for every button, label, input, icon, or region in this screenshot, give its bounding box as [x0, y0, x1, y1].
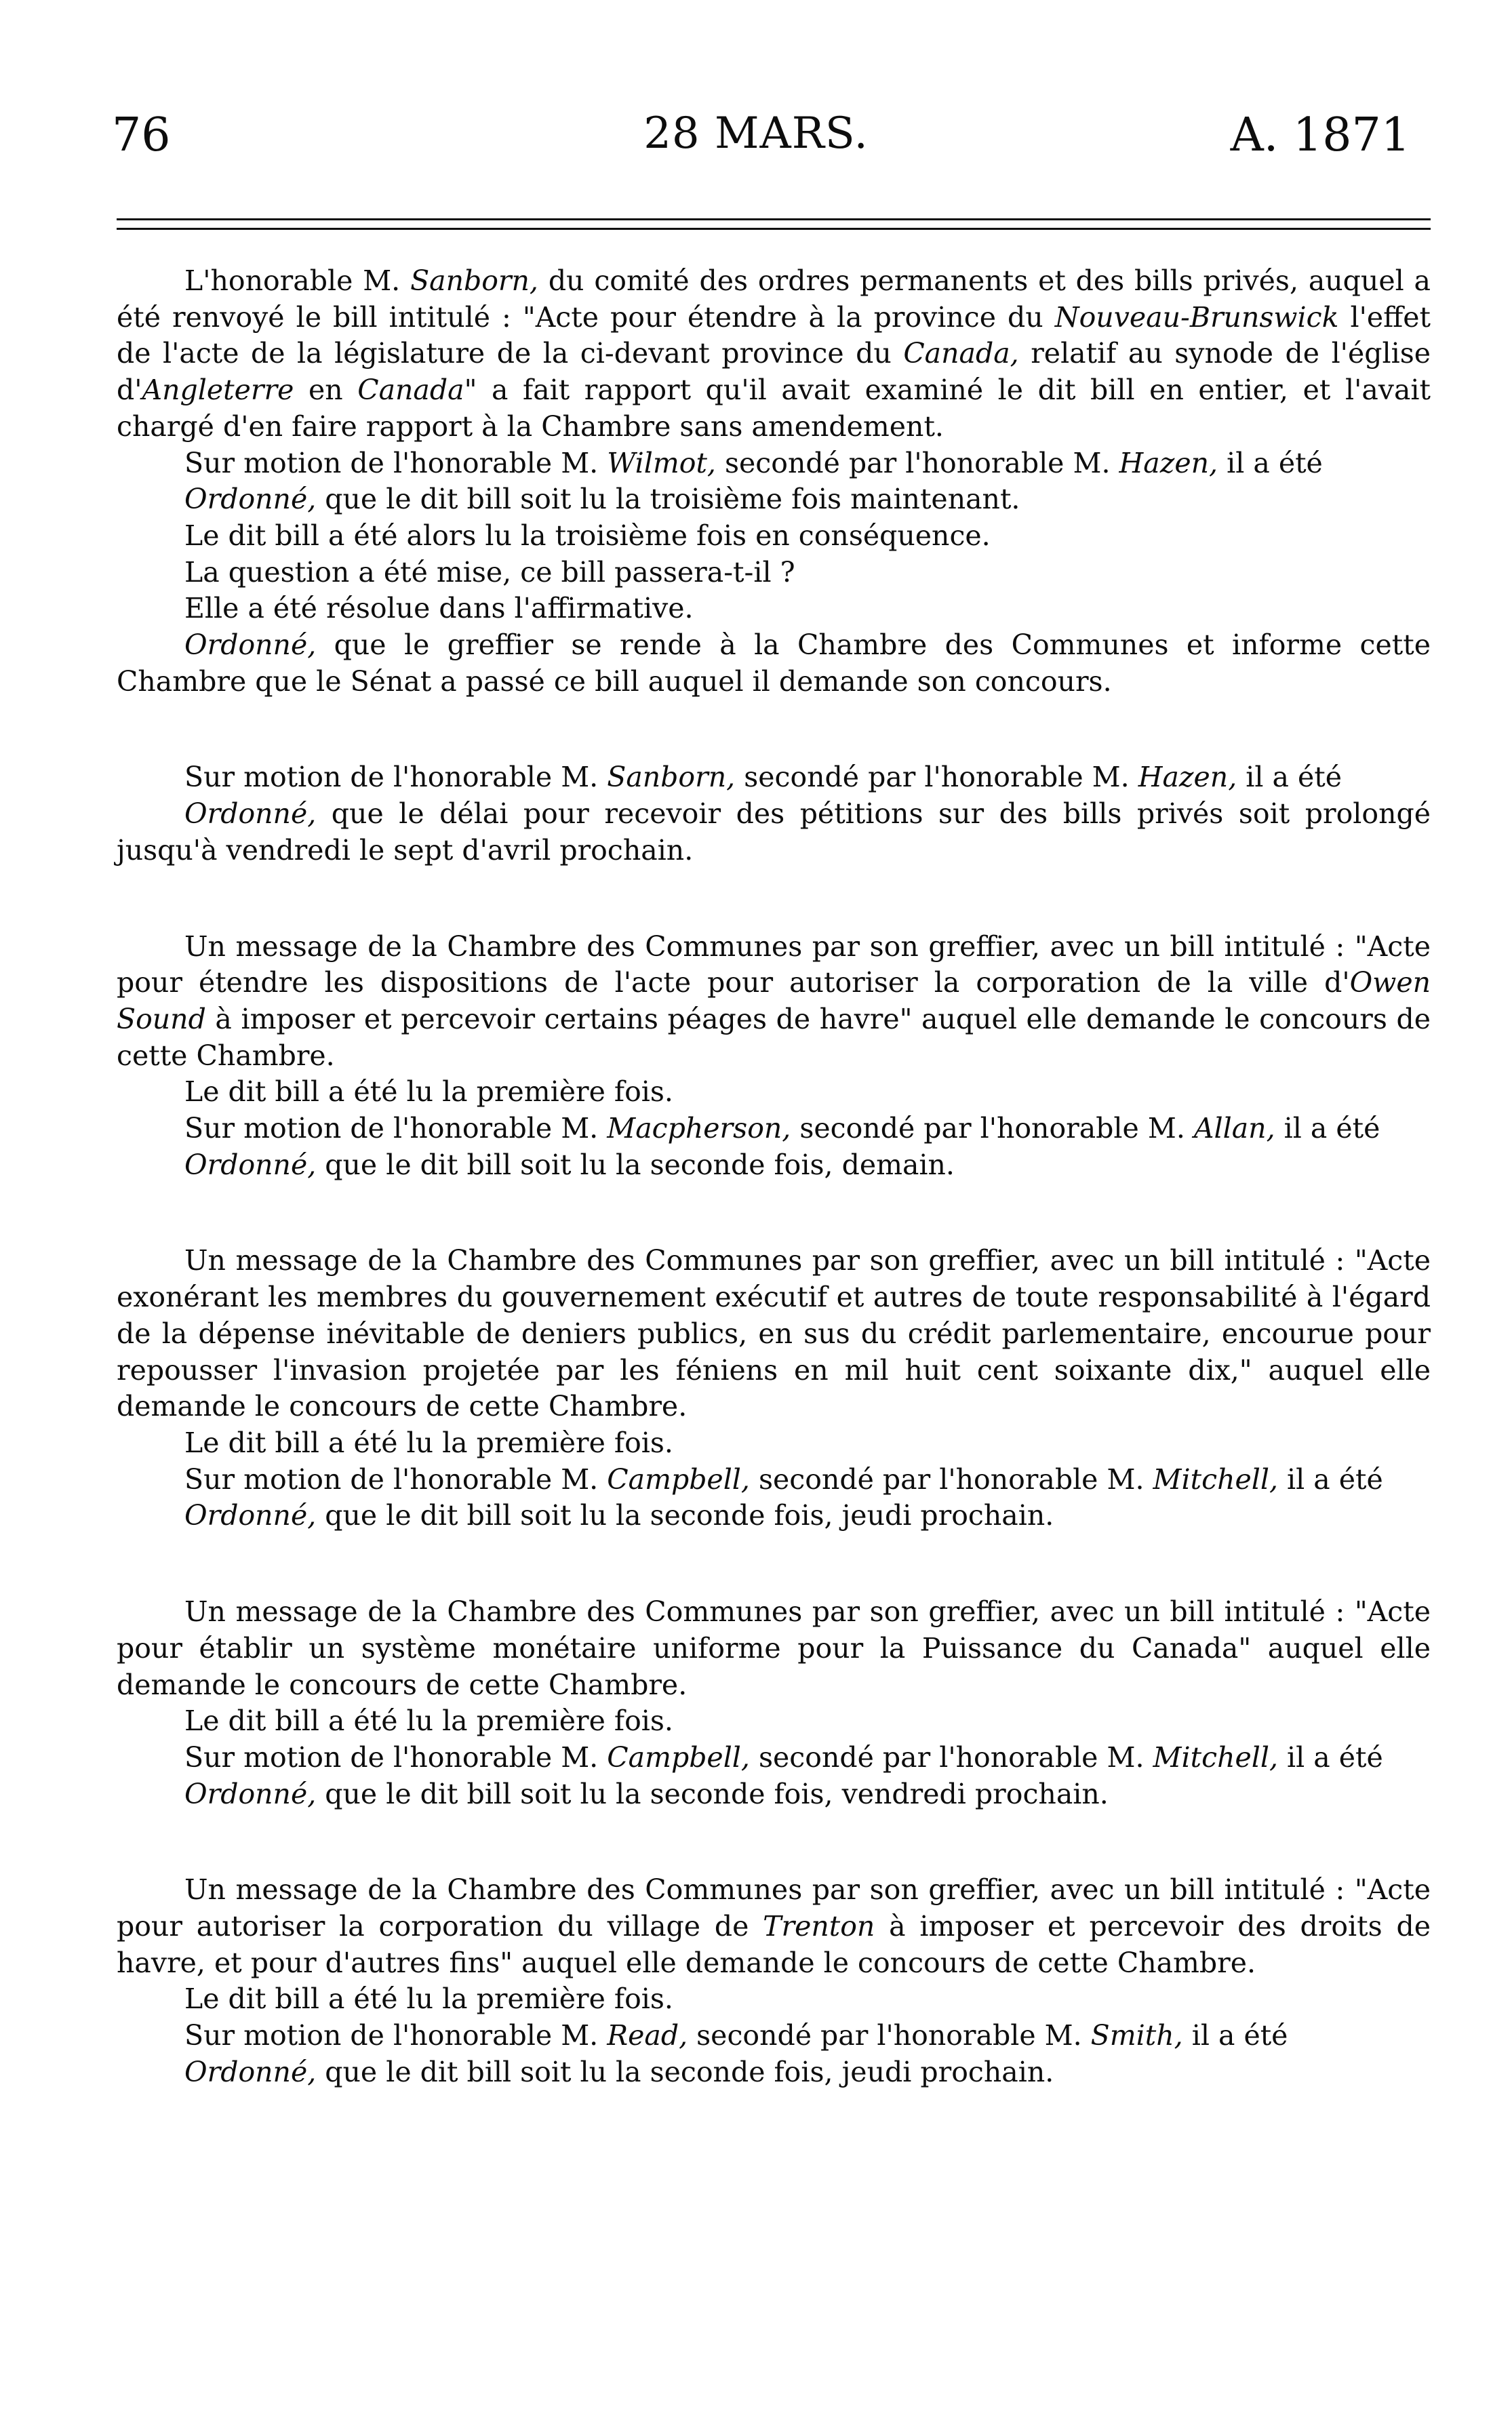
header-rule-top: [117, 218, 1431, 220]
text-run: que le dit bill soit lu la seconde fois, demain.: [316, 1148, 955, 1181]
entry-paragraph: [117, 518, 1431, 555]
italic-text: Ordonné,: [184, 797, 317, 831]
text-run: L'honorable M.: [184, 264, 411, 297]
page-number: 76: [112, 108, 171, 162]
text-run: que le dit bill soit lu la seconde fois, jeudi prochain.: [316, 2055, 1054, 2088]
italic-text: Owen Sound: [117, 966, 1431, 1035]
italic-text: Smith,: [1090, 2019, 1183, 2052]
text-run: que le greffier se rende à la Chambre des Communes et informe cette Chambre que le Sénat a passé ce bill auquel il demande son concours.: [117, 629, 1431, 698]
text-run: Un message de la Chambre des Communes par son greffier, avec un bill intitulé : "Acte pour étendre les dispositions de l'acte pour autoriser la corporation de la ville d': [117, 930, 1431, 999]
italic-text: Ordonné,: [184, 2055, 317, 2088]
journal-entry: [117, 1243, 1431, 1534]
italic-text: Ordonné,: [184, 1777, 317, 1810]
entry-paragraph: [117, 1776, 1431, 1813]
entry-paragraph: [117, 591, 1431, 627]
text-run: secondé par l'honorable M.: [688, 2019, 1091, 2052]
text-run: il a été: [1182, 2019, 1288, 2052]
text-run: il a été: [1275, 1112, 1380, 1145]
text-run: du comité des ordres permanents et des bills privés, auquel a été renvoyé le bill intitulé : "Acte pour étendre à la province du: [117, 264, 1431, 334]
text-run: il a été: [1218, 446, 1323, 479]
text-run: que le dit bill soit lu la seconde fois, vendredi prochain.: [316, 1777, 1109, 1810]
entry-paragraph: [117, 1981, 1431, 2018]
header-rule-bottom: [117, 228, 1431, 230]
text-run: l'effet de l'acte de la législature de la ci-devant province du: [117, 300, 1431, 370]
text-run: il a été: [1278, 1462, 1383, 1496]
text-run: Sur motion de l'honorable M.: [184, 1112, 608, 1145]
text-run: il a été: [1237, 761, 1342, 794]
entry-paragraph: [117, 627, 1431, 700]
text-run: Sur motion de l'honorable M.: [184, 2019, 608, 2052]
text-run: secondé par l'honorable M.: [735, 761, 1138, 794]
entry-paragraph: [117, 555, 1431, 591]
journal-entry: [117, 1594, 1431, 1812]
text-run: que le délai pour recevoir des pétitions sur des bills privés soit prolongé jusqu'à vendredi le sept d'avril prochain.: [117, 797, 1431, 867]
entry-paragraph: [117, 1872, 1431, 1981]
italic-text: Canada,: [903, 337, 1019, 370]
journal-entry: [117, 1872, 1431, 2090]
text-run: secondé par l'honorable M.: [749, 1462, 1153, 1496]
italic-text: Mitchell,: [1153, 1462, 1278, 1496]
entry-paragraph: [117, 1740, 1431, 1776]
italic-text: Sanborn,: [607, 761, 736, 794]
text-run: Le dit bill a été lu la première fois.: [184, 1426, 673, 1459]
entry-paragraph: [117, 263, 1431, 445]
entry-paragraph: [117, 481, 1431, 518]
journal-entry: [117, 759, 1431, 869]
entry-paragraph: [117, 1243, 1431, 1425]
italic-text: Ordonné,: [184, 629, 317, 662]
journal-entry: [117, 263, 1431, 700]
italic-text: Trenton: [763, 1910, 875, 1943]
text-run: que le dit bill soit lu la seconde fois, jeudi prochain.: [316, 1499, 1054, 1532]
entry-paragraph: [117, 1425, 1431, 1462]
entry-paragraph: [117, 1074, 1431, 1111]
text-run: que le dit bill soit lu la troisième fois maintenant.: [316, 483, 1020, 516]
italic-text: Nouveau-Brunswick: [1054, 300, 1339, 334]
text-run: Sur motion de l'honorable M.: [184, 1462, 608, 1496]
entry-paragraph: [117, 1462, 1431, 1498]
italic-text: Mitchell,: [1153, 1740, 1278, 1774]
entry-paragraph: [117, 1111, 1431, 1147]
text-run: Le dit bill a été lu la première fois.: [184, 1705, 673, 1738]
italic-text: Macpherson,: [607, 1112, 791, 1145]
entry-paragraph: [117, 796, 1431, 869]
italic-text: Hazen,: [1119, 446, 1218, 479]
italic-text: Ordonné,: [184, 1499, 317, 1532]
text-run: il a été: [1278, 1740, 1383, 1774]
text-run: Sur motion de l'honorable M.: [184, 761, 608, 794]
page-date-heading: 28 MARS.: [643, 108, 869, 159]
text-run: Un message de la Chambre des Communes par son greffier, avec un bill intitulé : "Acte pour établir un système monétaire uniforme pour la Puissance du Canada" auquel elle demande le concours de cette Chambre.: [117, 1595, 1431, 1701]
text-run: à imposer et percevoir des droits de havre, et pour d'autres fins" auquel elle demande le concours de cette Chambre.: [117, 1910, 1431, 1979]
text-run: secondé par l'honorable M.: [749, 1740, 1153, 1774]
italic-text: Ordonné,: [184, 483, 317, 516]
italic-text: Read,: [607, 2019, 688, 2052]
text-run: Elle a été résolue dans l'affirmative.: [184, 592, 694, 625]
italic-text: Campbell,: [607, 1462, 750, 1496]
italic-text: Angleterre: [142, 374, 294, 407]
text-run: La question a été mise, ce bill passera-t-il ?: [184, 555, 795, 589]
text-run: Un message de la Chambre des Communes par son greffier, avec un bill intitulé : "Acte exonérant les membres du gouvernement exécutif et autres de toute responsabilité à l'égard de la dépense inévitable de deniers publics, en sus du crédit parlementaire, encourue pour repousser l'invasion projetée par les féniens en mil huit cent soixante dix," auquel elle demande le concours de cette Chambre.: [117, 1244, 1431, 1423]
entry-paragraph: [117, 1498, 1431, 1534]
entry-paragraph: [117, 1594, 1431, 1703]
page-year: A. 1871: [1230, 108, 1410, 162]
italic-text: Campbell,: [607, 1740, 750, 1774]
text-run: secondé par l'honorable M.: [715, 446, 1119, 479]
italic-text: Ordonné,: [184, 1148, 317, 1181]
entry-paragraph: [117, 2054, 1431, 2091]
text-run: en: [294, 374, 358, 407]
text-run: Sur motion de l'honorable M.: [184, 446, 608, 479]
entry-paragraph: [117, 759, 1431, 796]
text-run: Le dit bill a été lu la première fois.: [184, 1075, 673, 1109]
text-run: " a fait rapport qu'il avait examiné le dit bill en entier, et l'avait chargé d'en faire rapport à la Chambre sans amendement.: [117, 374, 1431, 443]
italic-text: Sanborn,: [410, 264, 538, 297]
italic-text: Hazen,: [1138, 761, 1237, 794]
text-run: Sur motion de l'honorable M.: [184, 1740, 608, 1774]
entry-paragraph: [117, 445, 1431, 482]
entry-paragraph: [117, 1703, 1431, 1740]
text-run: Le dit bill a été lu la première fois.: [184, 1983, 673, 2016]
italic-text: Wilmot,: [607, 446, 716, 479]
italic-text: Canada: [357, 374, 464, 407]
text-run: Un message de la Chambre des Communes par son greffier, avec un bill intitulé : "Acte pour autoriser la corporation du village de: [117, 1873, 1431, 1943]
entry-paragraph: [117, 1147, 1431, 1184]
italic-text: Allan,: [1193, 1112, 1275, 1145]
journal-entry: [117, 929, 1431, 1184]
text-run: Le dit bill a été alors lu la troisième fois en conséquence.: [184, 519, 991, 552]
journal-body: [117, 263, 1431, 2091]
entry-paragraph: [117, 929, 1431, 1075]
text-run: relatif au synode de l'église d': [117, 337, 1431, 407]
text-run: secondé par l'honorable M.: [791, 1112, 1194, 1145]
text-run: à imposer et percevoir certains péages de havre" auquel elle demande le concours de cette Chambre.: [117, 1002, 1431, 1072]
entry-paragraph: [117, 2018, 1431, 2054]
